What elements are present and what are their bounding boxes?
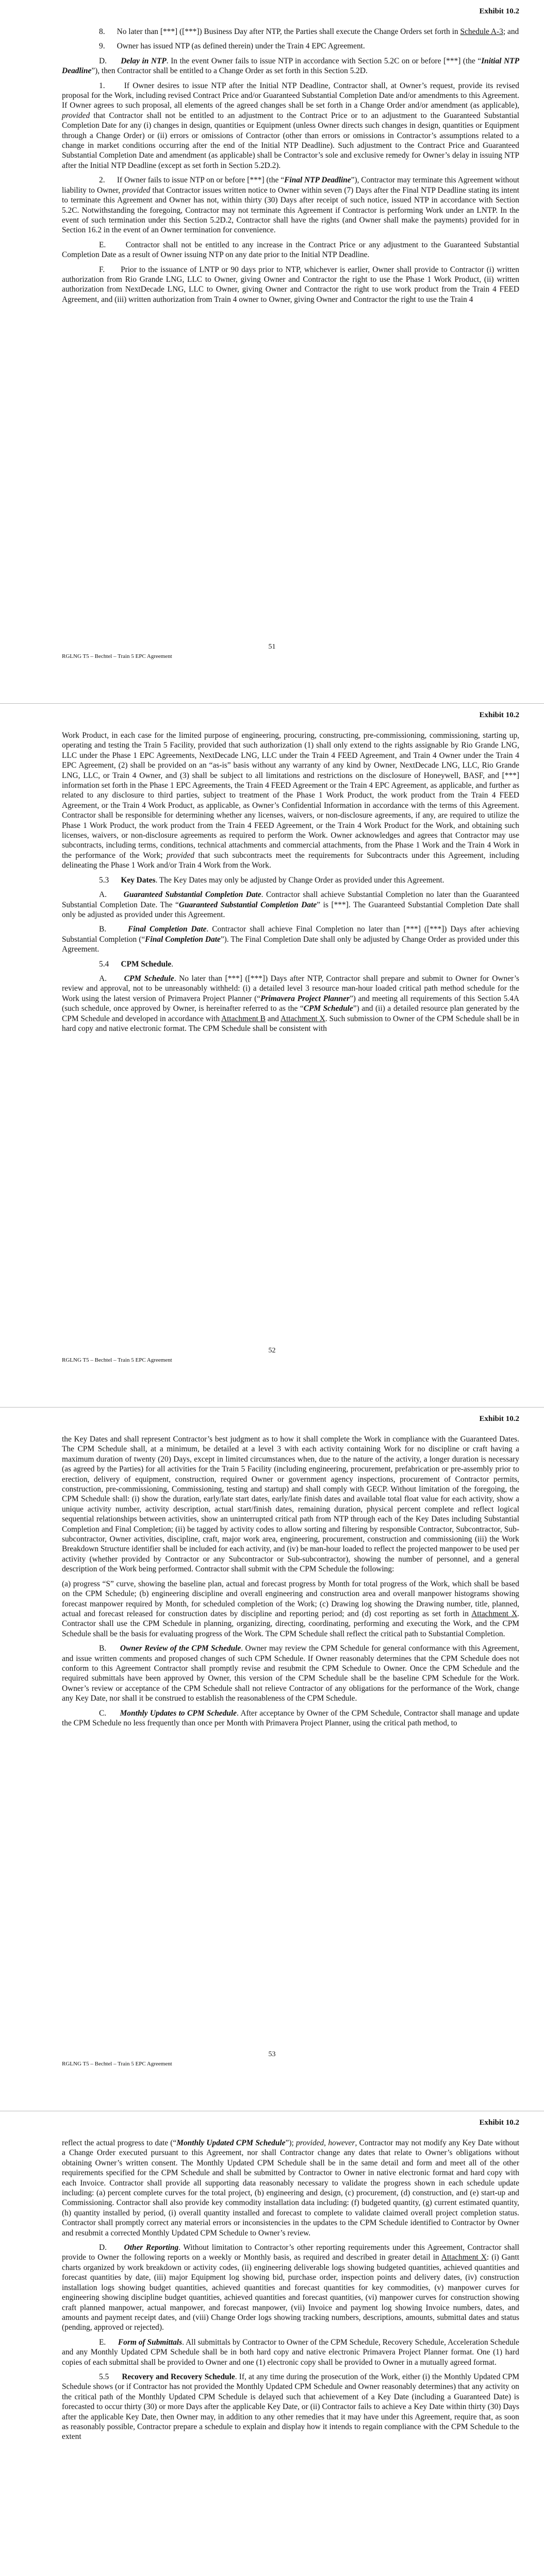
paragraph: D. Delay in NTP. In the event Owner fails to issue NTP in accordance with Section 5.2C on or before [***] (the “Initial NTP Deadline”), then Contractor shall be entitled to a Change Order as set forth in this Section 5.2D. [62, 56, 519, 76]
paragraph: A. CPM Schedule. No later than [***] ([***]) Days after NTP, Contractor shall prepare and submit to Owner for Owner’s review and approval, not to be unreasonably withheld: (i) a detailed level 3 resource man-hour loaded critical path method schedule for the Work using the latest version of Primavera Project Planner (“Primavera Project Planner”) and meeting all requirements of this Section 5.4A (such schedule, once approved by Owner, is hereinafter referred to as the “CPM Schedule”) and (ii) a detailed resource plan generated by the CPM Schedule and developed in accordance with Attachment B and Attachment X. Such submission to Owner of the CPM Schedule shall be in hard copy and native electronic format. The CPM Schedule shall be consistent with [62, 974, 520, 1033]
page [0, 704, 544, 1407]
page-body [62, 731, 519, 1038]
exhibit-label: Exhibit 10.2 [479, 2119, 519, 2127]
exhibit-label: Exhibit 10.2 [479, 1415, 519, 1423]
paragraph: 8. No later than [***] ([***]) Business Day after NTP, the Parties shall execute the Change Orders set forth in Schedule A-3; and [99, 27, 519, 36]
page-body [62, 2138, 519, 2447]
page [0, 0, 544, 703]
page-body [62, 27, 519, 309]
page-number: 53 [268, 2050, 276, 2058]
paragraph: 5.4 CPM Schedule. [99, 959, 174, 969]
paragraph: reflect the actual progress to date (“Monthly Updated CPM Schedule”); provided, however, Contractor may not modify any Key Date without a Change Order executed pursuant to this Agreement, nor shall Contractor change any dates that relate to Owner’s obligations without obtaining Owner’s written consent. The Monthly Updated CPM Schedule shall be in the same detail and form and meet all of the other requirements specified for the CPM Schedule and shall be submitted by Contractor to Owner in native electronic format and hard copy with each Invoice. Contractor shall provide all supporting data reasonably necessary to validate the progress shown in each schedule update including: (a) percent complete curves for the total project, (b) engineering and design, (c) procurement, (d) construction, and (e) start-up and Commissioning. Contractor shall also provide key commodity installation data including: (f) budgeted quantity, (g) current estimated quantity, (h) quantity installed by period, (i) overall quantity installed and forecast to complete to validate claimed overall project completion status. Contractor shall promptly correct any material errors or inconsistencies in the updates to the CPM Schedule identified to Contractor by Owner and resubmit a corrected Monthly Updated CPM Schedule to Owner’s review. [62, 2139, 519, 2238]
paragraph: (a) progress “S” curve, showing the baseline plan, actual and forecast progress by Month for total progress of the Work, which shall be based on the CPM Schedule; (b) engineering discipline and overall engineering and construction area and overall manpower histograms showing forecast manpower required by Month, for scheduled completion of the Work; (c) Drawing log showing the Drawing number, title, planned, actual and forecast released for construction dates by discipline and reporting period; and (d) cost reporting as set forth in Attachment X. Contractor shall use the CPM Schedule in planning, organizing, directing, coordinating, performing and executing the Work, and the CPM Schedule shall be the basis for evaluating progress of the Work. The CPM Schedule shall reflect the critical path to Substantial Completion. [62, 1579, 519, 1638]
paragraph: the Key Dates and shall represent Contractor’s best judgment as to how it shall complete the Work in compliance with the Guaranteed Dates. The CPM Schedule shall, at a minimum, be detailed at a level 3 with each activity containing Work for no discipline or craft having a maximum duration of twenty (20) Days, except in limited circumstances when, due to the nature of the activity, a longer duration is necessary (as agreed by the Parties) for all activities for the Train 5 Facility (including engineering, procurement, prefabrication or pre-assembly prior to erection, delivery of equipment, construction, required Owner or government agency inspections, procurement of Contractor permits, construction, pre-commissioning, Commissioning, testing and startup) and shall comply with GECP. Without limitation of the foregoing, the CPM Schedule shall: (i) show the duration, early/late start dates, early/late finish dates and available total float value for each activity, show a unique activity number, activity description, actual start/finish dates, remaining duration, physical percent complete and reflect logical sequential relationships between activities, show an uninterrupted critical path from NTP through each of the Key Dates including Substantial Completion and Final Completion; (ii) be tagged by activity codes to allow sorting and filtering by responsible Contractor, Subcontractor, Sub-subcontractor, Owner activities, discipline, craft, major work area, engineering, procurement, construction and commissioning (iii) the Work Breakdown Structure identifier shall be included for each activity, and (iv) be man-hour loaded to reflect the projected manpower to be used per activity (whether provided by Contractor or any Subcontractor or Sub-subcontractor), showing the number of personnel, and a general description of the Work being performed. Contractor shall submit with the CPM Schedule the following: [62, 1435, 519, 1574]
paragraph: E. Contractor shall not be entitled to any increase in the Contract Price or any adjustment to the Guaranteed Substantial Completion Date as a result of Owner issuing NTP on any date prior to the Initial NTP Deadline. [62, 240, 519, 260]
paragraph: A. Guaranteed Substantial Completion Date. Contractor shall achieve Substantial Completion no later than the Guaranteed Substantial Completion Date. The “Guaranteed Substantial Completion Date” is [***]. The Guaranteed Substantial Completion Date shall only be adjusted as provided under this Agreement. [62, 890, 520, 919]
paragraph: B. Final Completion Date. Contractor shall achieve Final Completion no later than [***] ([***]) Days after achieving Substantial Completion (“Final Completion Date”). The Final Completion Date shall only be adjusted by Change Order as provided under this Agreement. [62, 925, 519, 954]
paragraph: 9. Owner has issued NTP (as defined therein) under the Train 4 EPC Agreement. [99, 42, 365, 51]
page-body [62, 1434, 519, 1733]
exhibit-label: Exhibit 10.2 [479, 711, 519, 719]
page-number: 51 [268, 643, 276, 651]
paragraph: D. Other Reporting. Without limitation to Contractor’s other reporting requirements under this Agreement, Contractor shall provide to Owner the following reports on a weekly or Monthly basis, as required and described in greater detail in Attachment X: (i) Gantt charts organized by work breakdown or activity codes, (ii) engineering deliverable logs showing budgeted quantities, achieved quantities and forecast quantities by date, (iii) major Equipment log showing bid, purchase order, inspection points and delivery dates, (iv) construction installation logs showing budget quantities, achieved quantities and forecast quantities for key commodities, (v) manpower curves for engineering showing discipline budget quantities, achieved quantities and forecast quantities, (vi) manpower curves for construction showing craft planned manpower, actual manpower, and forecast manpower, (vii) Invoice and payment log showing Invoice numbers, dates, and amounts and payment receipt dates, and (viii) Change Order logs showing tracking numbers, descriptions, amounts, submittal dates and status (pending, approved or rejected). [62, 2243, 519, 2332]
paragraph: 5.5 Recovery and Recovery Schedule. If, at any time during the prosecution of the Work, either (i) the Monthly Updated CPM Schedule shows (or if Contractor has not provided the Monthly Updated CPM Schedule and Owner reasonably determines) that any activity on the critical path of the Monthly Updated CPM Schedule is delayed such that achievement of a Key Date (including a Guaranteed Date) is forecasted to occur thirty (30) or more Days after the applicable Key Date, or (ii) Contractor fails to achieve a Key Date within thirty (30) Days after the applicable Key Date, then Owner may, in addition to any other remedies that it may have under this Agreement, require that, as soon as reasonably possible, Contractor prepare a schedule to explain and display how it intends to regain compliance with the CPM Schedule to the extent [62, 2372, 520, 2442]
footer-text: RGLNG T5 – Bechtel – Train 5 EPC Agreement [62, 2061, 172, 2067]
page [0, 1408, 544, 2111]
page-number: 52 [268, 1347, 276, 1354]
paragraph: 1. If Owner desires to issue NTP after the Initial NTP Deadline, Contractor shall, at Owner’s request, provide its revised proposal for the Work, including revised Contract Price and/or Guaranteed Substantial Completion Date and/or amendments to this Agreement. If Owner agrees to such proposal, all elements of the agreed changes shall be set forth in a Change Order and/or amendment (as applicable), provided that Contractor shall not be entitled to an adjustment to the Contract Price or to an adjustment to the Guaranteed Substantial Completion Date for any (i) changes in design, quantities or Equipment (unless Owner directs such changes in design, quantities or Equipment through a Change Order) or (ii) errors or omissions of Contractor (other than errors or omissions in Contractor’s assumptions related to a change in market conditions occurring after the end of the Initial NTP Deadline). Such adjustment to the Contract Price and Guaranteed Substantial Completion Date and amendment (as applicable) shall be Contractor’s sole and exclusive remedy for Owner’s delay in issuing NTP after the Initial NTP Deadline (except as set forth in Section 5.2D.2). [62, 81, 519, 170]
paragraph: E. Form of Submittals. All submittals by Contractor to Owner of the CPM Schedule, Recovery Schedule, Acceleration Schedule and any Monthly Updated CPM Schedule shall be in both hard copy and native electronic Primavera Project Planner format. One (1) hard copies of each submittal shall be provided to Owner and one (1) electronic copy shall be provided to Owner in a mutually agreed format. [62, 2337, 519, 2367]
footer-text: RGLNG T5 – Bechtel – Train 5 EPC Agreement [62, 1357, 172, 1363]
page [0, 2111, 544, 2576]
exhibit-label: Exhibit 10.2 [479, 7, 519, 15]
paragraph: 5.3 Key Dates. The Key Dates may only be adjusted by Change Order as provided under this Agreement. [99, 875, 444, 885]
paragraph: Work Product, in each case for the limited purpose of engineering, procuring, constructing, pre-commissioning, commissioning, starting up, operating and testing the Train 5 Facility, provided that such authorization (1) shall only extend to the rights assignable by Rio Grande LNG, LLC under the Phase 1 EPC Agreements, NextDecade LNG, LLC under the Train 4 FEED Agreement, and Train 4 Owner under the Train 4 EPC Agreement, (2) shall be provided on an “as-is” basis without any warranty of any kind by Owner, NextDecade LNG, LLC, Rio Grande LNG, LLC, or Train 4 Owner, and (3) shall be subject to all limitations and restrictions on the disclosure of Honeywell, BASF, and [***] information set forth in the Phase 1 EPC Agreements, the Train 4 FEED Agreement or the Train 4 EPC Agreement, as applicable, and further as related to any disclosure to third parties, subject to treatment of the Phase 1 Work Product, the work product from the Train 4 FEED Agreement, or the Train 4 Work Product, as applicable, as Owner’s Confidential Information in accordance with the terms of this Agreement. Contractor shall be responsible for determining whether any licenses, waivers, or non-disclosure agreements, if any, are required to utilize the Phase 1 Work Product, the work product from the Train 4 FEED Agreement, or the Train 4 Work Product for the Work, and obtaining such licenses, waivers, or non-disclosure agreements as required to perform the Work. Owner acknowledges and agrees that Contractor may use subcontracts, including terms, conditions, technical attachments and commercial attachments, from the Phase 1 Work and the Train 4 Work in the performance of the Work; provided that such subcontracts meet the requirements for Subcontracts under this Agreement, including delineating the Phase 1 Work and/or Train 4 Work from the Work. [62, 731, 519, 870]
footer-text: RGLNG T5 – Bechtel – Train 5 EPC Agreement [62, 653, 172, 659]
paragraph: 2. If Owner fails to issue NTP on or before [***] (the “Final NTP Deadline”), Contractor may terminate this Agreement without liability to Owner, provided that Contractor issues written notice to Owner within seven (7) Days after the Final NTP Deadline stating its intent to terminate this Agreement and Owner has not, within thirty (30) Days after receipt of such notice, issued NTP in accordance with Section 5.2C. Notwithstanding the foregoing, Contractor may not terminate this Agreement if Contractor is performing Work under an LNTP. In the event of such termination under this Section 5.2D.2, Contractor shall have the rights (and Owner shall make the payments) provided for in Section 16.2 in the event of an Owner termination for convenience. [62, 176, 519, 235]
paragraph: C. Monthly Updates to CPM Schedule. After acceptance by Owner of the CPM Schedule, Contractor shall manage and update the CPM Schedule no less frequently than once per Month with Primavera Project Planner, using the critical path method, to [62, 1708, 519, 1727]
paragraph: F. Prior to the issuance of LNTP or 90 days prior to NTP, whichever is earlier, Owner shall provide to Contractor (i) written authorization from Rio Grande LNG, LLC to Owner, giving Owner and Contractor the right to use the Phase 1 Work Product, (ii) written authorization from NextDecade LNG, LLC to Owner, giving Owner and Contractor the right to use work product from the Train 4 FEED Agreement, and (iii) written authorization from Train 4 owner to Owner, giving Owner and Contractor the right to use the Train 4 [62, 265, 519, 304]
paragraph: B. Owner Review of the CPM Schedule. Owner may review the CPM Schedule for general conformance with this Agreement, and issue written comments and proposed changes of such CPM Schedule. If Owner reasonably determines that the CPM Schedule does not conform to this Agreement Contractor shall promptly revise and resubmit the CPM Schedule to Owner. Once the CPM Schedule and the required submittals have been approved by Owner, this version of the CPM Schedule shall be the baseline CPM Schedule for the Work. Owner’s review or acceptance of the CPM Schedule shall not relieve Contractor of any obligations for the performance of the Work, change any Key Date, nor shall it be construed to establish the reasonableness of the CPM Schedule. [62, 1644, 520, 1703]
